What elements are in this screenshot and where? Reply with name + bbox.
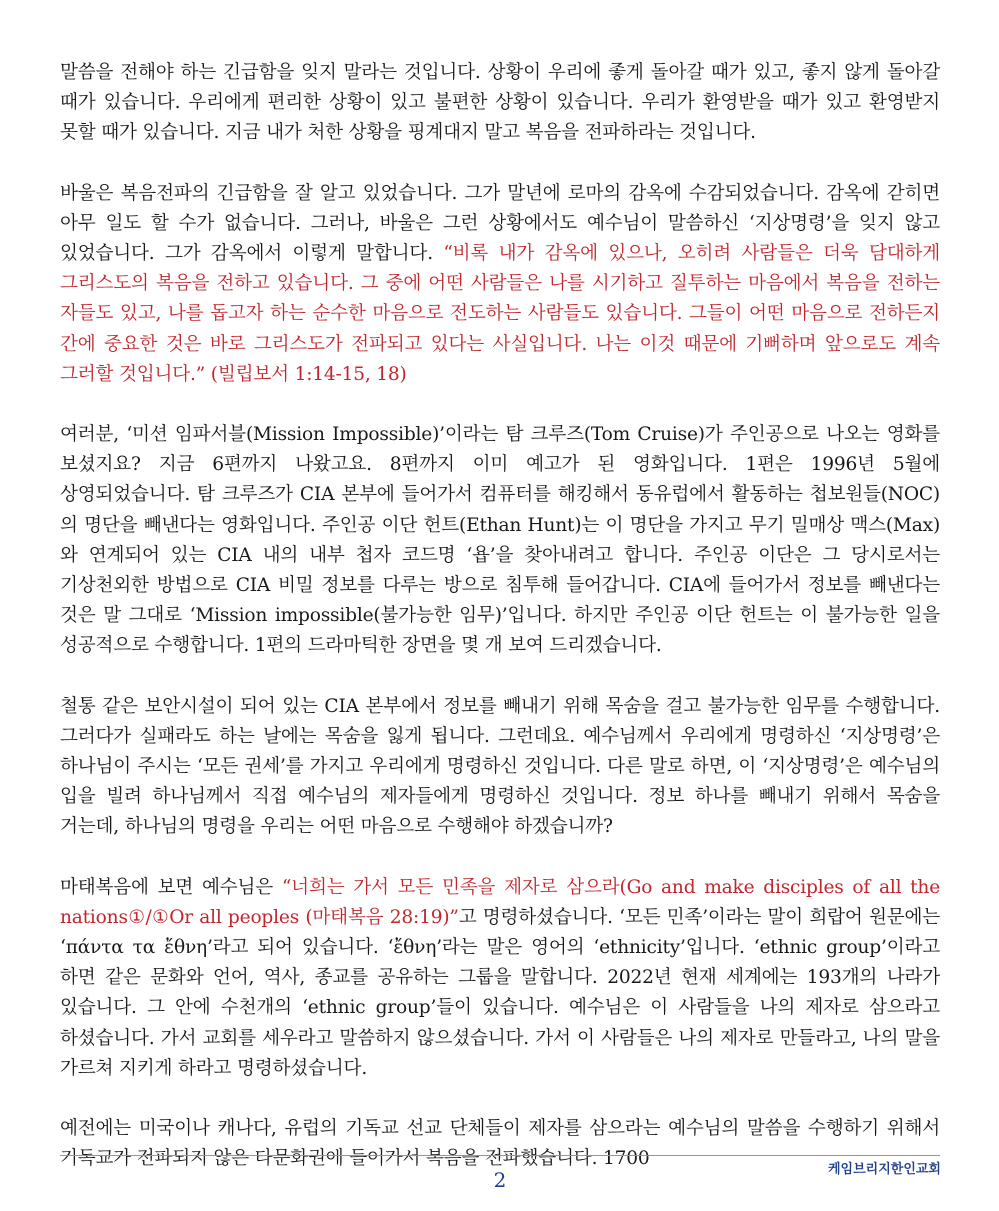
- paragraph-paul: [60, 179, 940, 390]
- paragraph-cia: [60, 692, 940, 843]
- page-number: 2: [493, 1168, 507, 1192]
- paragraph-text: 마태복음에 보면 예수님은: [60, 876, 282, 898]
- paragraph-text: 고 명령하셨습니다. ‘모든 민족’이라는 말이 희랍어 원문에는 ‘πάντα τα ἔθνη’라고 되어 있습니다. ‘ἔθνη’라는 말은 영어의 ‘ethnicity’입니다. ‘ethnic group’이라고 하면 같은 문화와 언어, 역사, 종교를 공유하는 그룹을 말합니다. 2022년 현재 세계에는 193개의 나라가 있습니다. 그 안에 수천개의 ‘ethnic group’들이 있습니다. 예수님은 이 사람들을 나의 제자로 삼으라고 하셨습니다. 가서 교회를 세우라고 말씀하지 않으셨습니다. 가서 이 사람들은 나의 제자로 만들라고, 나의 말을 가르쳐 지키게 하라고 명령하셨습니다.: [60, 906, 940, 1079]
- paragraph-missions-history: [60, 1114, 940, 1174]
- footer-divider: [60, 1155, 940, 1156]
- church-name: 케임브리지한인교회: [827, 1162, 941, 1177]
- paragraph-urgency: [60, 58, 940, 149]
- scripture-quote-philippians: “비록 내가 감옥에 있으나, 오히려 사람들은 더욱 담대하게 그리스도의 복음을 전하고 있습니다. 그 중에 어떤 사람들은 나를 시기하고 질투하는 마음에서 복음을 전하는 자들도 있고, 나를 돕고자 하는 순수한 마음으로 전도하는 사람들도 있습니다. 그들이 어떤 마음으로 전하든지 간에 중요한 것은 바로 그리스도가 전파되고 있다는 사실입니다. 나는 이것 때문에 기뻐하며 앞으로도 계속 그러할 것입니다.” (빌립보서 1:14-15, 18): [60, 243, 940, 385]
- paragraph-text: 예전에는 미국이나 캐나다, 유럽의 기독교 선교 단체들이 제자를 삼으라는 예수님의 말씀을 수행하기 위해서 기독교가 전파되지 않은 타문화권에 들어가서 복음을 전파했습니다. 1700: [60, 1118, 940, 1170]
- paragraph-text: 말씀을 전해야 하는 긴급함을 잊지 말라는 것입니다. 상황이 우리에 좋게 돌아갈 때가 있고, 좋지 않게 돌아갈 때가 있습니다. 우리에게 편리한 상황이 있고 불편한 상황이 있습니다. 우리가 환영받을 때가 있고 환영받지 못할 때가 있습니다. 지금 내가 처한 상황을 핑계대지 말고 복음을 전파하라는 것입니다.: [60, 62, 940, 144]
- paragraph-text: 바울은 복음전파의 긴급함을 잘 알고 있었습니다. 그가 말년에 로마의 감옥에 수감되었습니다. 감옥에 갇히면 아무 일도 할 수가 없습니다. 그러나, 바울은 그런 상황에서도 예수님이 말씀하신 ‘지상명령’을 잊지 않고 있었습니다. 그가 감옥에서 이렇게 말합니다.: [60, 182, 940, 265]
- page-body: [60, 58, 940, 1205]
- paragraph-mission-impossible: [60, 420, 940, 662]
- paragraph-text: 철통 같은 보안시설이 되어 있는 CIA 본부에서 정보를 빼내기 위해 목숨을 걸고 불가능한 임무를 수행합니다. 그러다가 실패라도 하는 날에는 목숨을 잃게 됩니다. 그런데요. 예수님께서 우리에게 명령하신 ‘지상명령’은 하나님이 주시는 ‘모든 권세’를 가지고 우리에게 명령하신 것입니다. 다른 말로 하면, 이 ‘지상명령’은 예수님의 입을 빌려 하나님께서 직접 예수님의 제자들에게 명령하신 것입니다. 정보 하나를 빼내기 위해서 목숨을 거는데, 하나님의 명령을 우리는 어떤 마음으로 수행해야 하겠습니까?: [60, 695, 940, 838]
- paragraph-great-commission: [60, 873, 940, 1084]
- scripture-quote-matthew: “너희는 가서 모든 민족을 제자로 삼으라(Go and make disciples of all the nations①/①Or all peoples (마태복음 28:19)”: [60, 876, 940, 928]
- paragraph-text: 여러분, ‘미션 임파서블(Mission Impossible)’이라는 탐 크루즈(Tom Cruise)가 주인공으로 나오는 영화를 보셨지요? 지금 6편까지 나왔고요. 8편까지 이미 예고가 된 영화입니다. 1편은 1996년 5월에 상영되었습니다. 탐 크루즈가 CIA 본부에 들어가서 컴퓨터를 해킹해서 동유럽에서 활동하는 첩보원들(NOC)의 명단을 빼낸다는 영화입니다. 주인공 이단 헌트(Ethan Hunt)는 이 명단을 가지고 무기 밀매상 맥스(Max)와 연계되어 있는 CIA 내의 내부 첩자 코드명 ‘욥’을 찾아내려고 합니다. 주인공 이단은 그 당시로서는 기상천외한 방법으로 CIA 비밀 정보를 다루는 방으로 침투해 들어갑니다. CIA에 들어가서 정보를 빼낸다는 것은 말 그대로 ‘Mission impossible(불가능한 임무)’입니다. 하지만 주인공 이단 헌트는 이 불가능한 일을 성공적으로 수행합니다. 1편의 드라마틱한 장면을 몇 개 보여 드리겠습니다.: [60, 424, 940, 657]
